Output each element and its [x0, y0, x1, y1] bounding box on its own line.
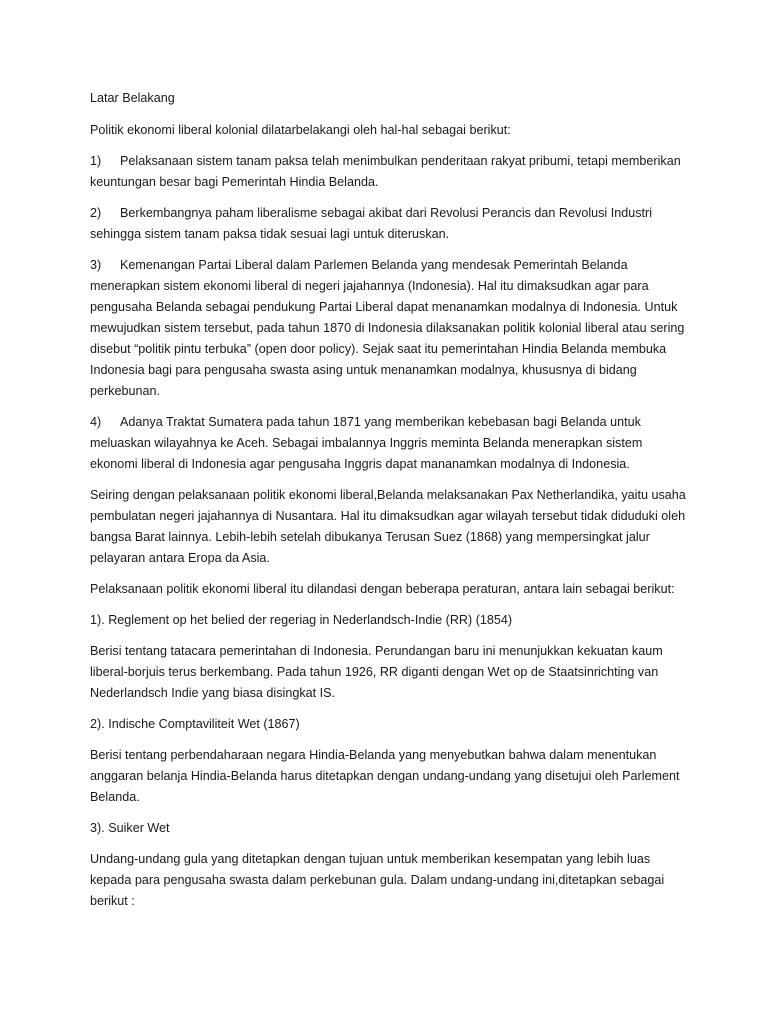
rule-title: 2). Indische Comptaviliteit Wet (1867) [90, 717, 300, 731]
pax-paragraph: Seiring dengan pelaksanaan politik ekonomi liberal,Belanda melaksanakan Pax Netherlandika, yaitu usaha pembulatan negeri jajahannya di Nusantara. Hal itu dimaksudkan agar wilayah tersebut tidak diduduki oleh bangsa Barat lainnya. Lebih-lebih setelah dibukanya Terusan Suez (1868) yang mempersingkat jalur pelayaran antara Eropa da Asia. [90, 488, 686, 565]
list-item-text: Pelaksanaan sistem tanam paksa telah menimbulkan penderitaan rakyat pribumi, tetapi memberikan keuntungan besar bagi Pemerintah Hindia Belanda. [90, 154, 681, 189]
document-page [90, 88, 690, 922]
rule-description: Berisi tentang tatacara pemerintahan di Indonesia. Perundangan baru ini menunjukkan kekuatan kaum liberal-borjuis terus berkembang. Pada tahun 1926, RR diganti dengan Wet op de Staatsinrichting van Nederlandsch Indie yang biasa disingkat IS. [90, 644, 663, 700]
peraturan-paragraph: Pelaksanaan politik ekonomi liberal itu dilandasi dengan beberapa peraturan, antara lain sebagai berikut: [90, 582, 675, 596]
rule-title: 1). Reglement op het belied der regeriag in Nederlandsch-Indie (RR) (1854) [90, 613, 513, 627]
list-item-text: Adanya Traktat Sumatera pada tahun 1871 yang memberikan kebebasan bagi Belanda untuk meluaskan wilayahnya ke Aceh. Sebagai imbalannya Inggris meminta Belanda menerapkan sistem ekonomi liberal di Indonesia agar pengusaha Inggris dapat mananamkan modalnya di Indonesia. [90, 415, 643, 471]
list-item-text: Kemenangan Partai Liberal dalam Parlemen Belanda yang mendesak Pemerintah Belanda menerapkan sistem ekonomi liberal di negeri jajahannya (Indonesia). Hal itu dimaksudkan agar para pengusaha Belanda sebagai pendukung Partai Liberal dapat menanamkan modalnya di Indonesia. Untuk mewujudkan sistem tersebut, pada tahun 1870 di Indonesia dilaksanakan politik kolonial liberal atau sering disebut “politik pintu terbuka” (open door policy). Sejak saat itu pemerintahan Hindia Belanda membuka Indonesia bagi para pengusaha swasta asing untuk menanamkan modalnya, khususnya di bidang perkebunan. [90, 258, 685, 398]
list-item-number: 2) [90, 206, 102, 220]
intro-paragraph: Politik ekonomi liberal kolonial dilatarbelakangi oleh hal-hal sebagai berikut: [90, 123, 511, 137]
section-heading: Latar Belakang [90, 91, 175, 105]
list-item-text: Berkembangnya paham liberalisme sebagai akibat dari Revolusi Perancis dan Revolusi Industri sehingga sistem tanam paksa tidak sesuai lagi untuk diteruskan. [90, 206, 653, 241]
list-item-number: 1) [90, 154, 102, 168]
rule-title: 3). Suiker Wet [90, 821, 170, 835]
rule-description: Undang-undang gula yang ditetapkan dengan tujuan untuk memberikan kesempatan yang lebih luas kepada para pengusaha swasta dalam perkebunan gula. Dalam undang-undang ini,ditetapkan sebagai berikut : [90, 852, 665, 908]
list-item [90, 412, 690, 475]
list-item-number: 4) [90, 415, 102, 429]
rule-description: Berisi tentang perbendaharaan negara Hindia-Belanda yang menyebutkan bahwa dalam menentukan anggaran belanja Hindia-Belanda harus ditetapkan dengan undang-undang yang disetujui oleh Parlement Belanda. [90, 748, 680, 804]
list-item-number: 3) [90, 258, 102, 272]
list-item [90, 203, 690, 245]
list-item [90, 255, 690, 402]
list-item [90, 151, 690, 193]
